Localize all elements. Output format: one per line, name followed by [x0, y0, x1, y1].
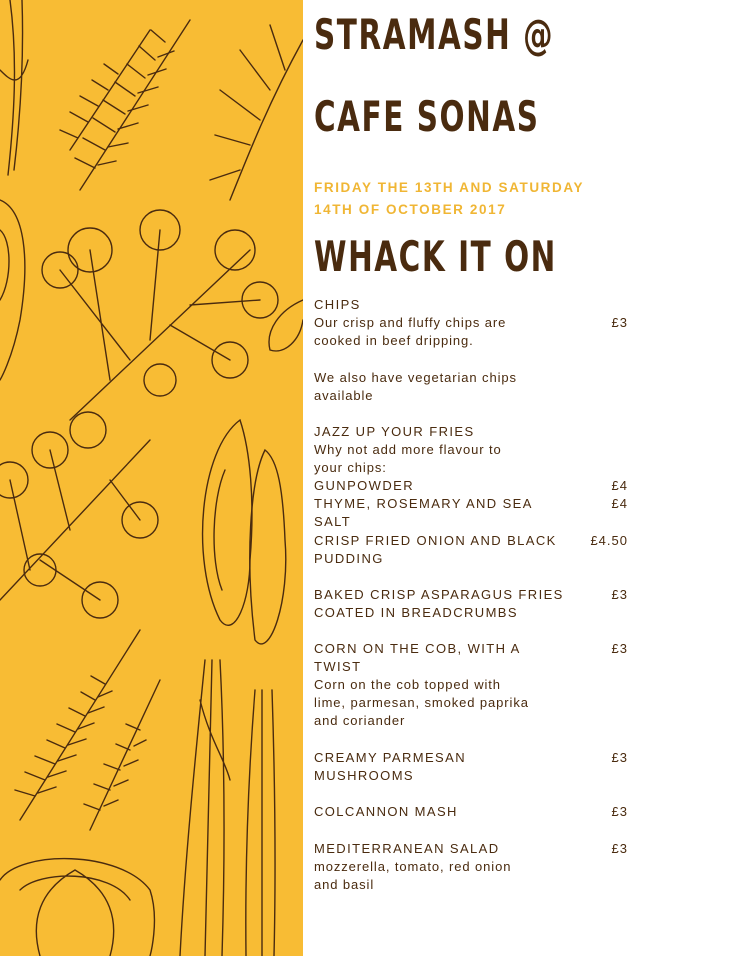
- event-date-line1: FRIDAY THE 13TH AND SATURDAY: [314, 180, 585, 195]
- botanical-illustration-panel: [0, 0, 303, 956]
- item-description: Our crisp and fluffy chips are: [314, 315, 507, 330]
- parsley-icon: [0, 440, 150, 600]
- item-description: Corn on the cob topped with: [314, 677, 501, 692]
- rosemary-sprig-icon: [20, 630, 140, 820]
- item-name: JAZZ UP YOUR FRIES: [314, 424, 475, 439]
- item-description: Why not add more flavour to: [314, 442, 502, 457]
- item-price: £4: [611, 478, 628, 493]
- item-price: £3: [611, 641, 628, 656]
- item-name: CRISP FRIED ONION AND BLACK: [314, 533, 557, 548]
- item-price: £3: [611, 315, 628, 330]
- item-name: CREAMY PARMESAN: [314, 750, 466, 765]
- item-price: £3: [611, 804, 628, 819]
- item-description: and basil: [314, 877, 375, 892]
- item-name: THYME, ROSEMARY AND SEA: [314, 496, 533, 511]
- item-description: cooked in beef dripping.: [314, 333, 474, 348]
- item-name: CORN ON THE COB, WITH A: [314, 641, 521, 656]
- leaf-icon: [269, 300, 303, 351]
- item-description: your chips:: [314, 460, 387, 475]
- item-name: COATED IN BREADCRUMBS: [314, 605, 518, 620]
- item-name: SALT: [314, 514, 352, 529]
- leek-icon: [246, 690, 275, 956]
- pepper-slice-icon: [203, 420, 252, 625]
- rosemary-sprig-icon: [84, 680, 160, 830]
- leek-icon: [180, 660, 230, 956]
- onion-icon: [0, 859, 154, 956]
- item-price: £3: [611, 750, 628, 765]
- item-description: and coriander: [314, 713, 406, 728]
- item-name: TWIST: [314, 659, 362, 674]
- dill-icon: [210, 25, 303, 200]
- pepper-icon: [0, 200, 25, 380]
- item-name: COLCANNON MASH: [314, 804, 458, 819]
- item-description: mozzerella, tomato, red onion: [314, 859, 512, 874]
- item-name: CHIPS: [314, 297, 361, 312]
- page-title-line1: STRAMASH @: [314, 10, 555, 59]
- item-description: lime, parmesan, smoked paprika: [314, 695, 529, 710]
- section-title: WHACK IT ON: [314, 232, 557, 281]
- item-name: MUSHROOMS: [314, 768, 414, 783]
- item-price: £3: [611, 587, 628, 602]
- parsley-icon: [60, 230, 260, 420]
- rosemary-sprig-icon: [60, 30, 150, 150]
- item-name: PUDDING: [314, 551, 384, 566]
- item-price: £4: [611, 496, 628, 511]
- pepper-slice-icon: [250, 450, 286, 644]
- page-title-line2: CAFE SONAS: [314, 92, 540, 141]
- stalk-icon: [0, 0, 28, 175]
- item-price: £3: [611, 841, 628, 856]
- item-name: MEDITERRANEAN SALAD: [314, 841, 500, 856]
- event-date-line2: 14TH OF OCTOBER 2017: [314, 202, 507, 217]
- item-price: £4.50: [590, 533, 628, 548]
- item-note: available: [314, 388, 374, 403]
- item-name: GUNPOWDER: [314, 478, 414, 493]
- item-note: We also have vegetarian chips: [314, 370, 517, 385]
- herb-illustration: [0, 0, 303, 956]
- item-name: BAKED CRISP ASPARAGUS FRIES: [314, 587, 564, 602]
